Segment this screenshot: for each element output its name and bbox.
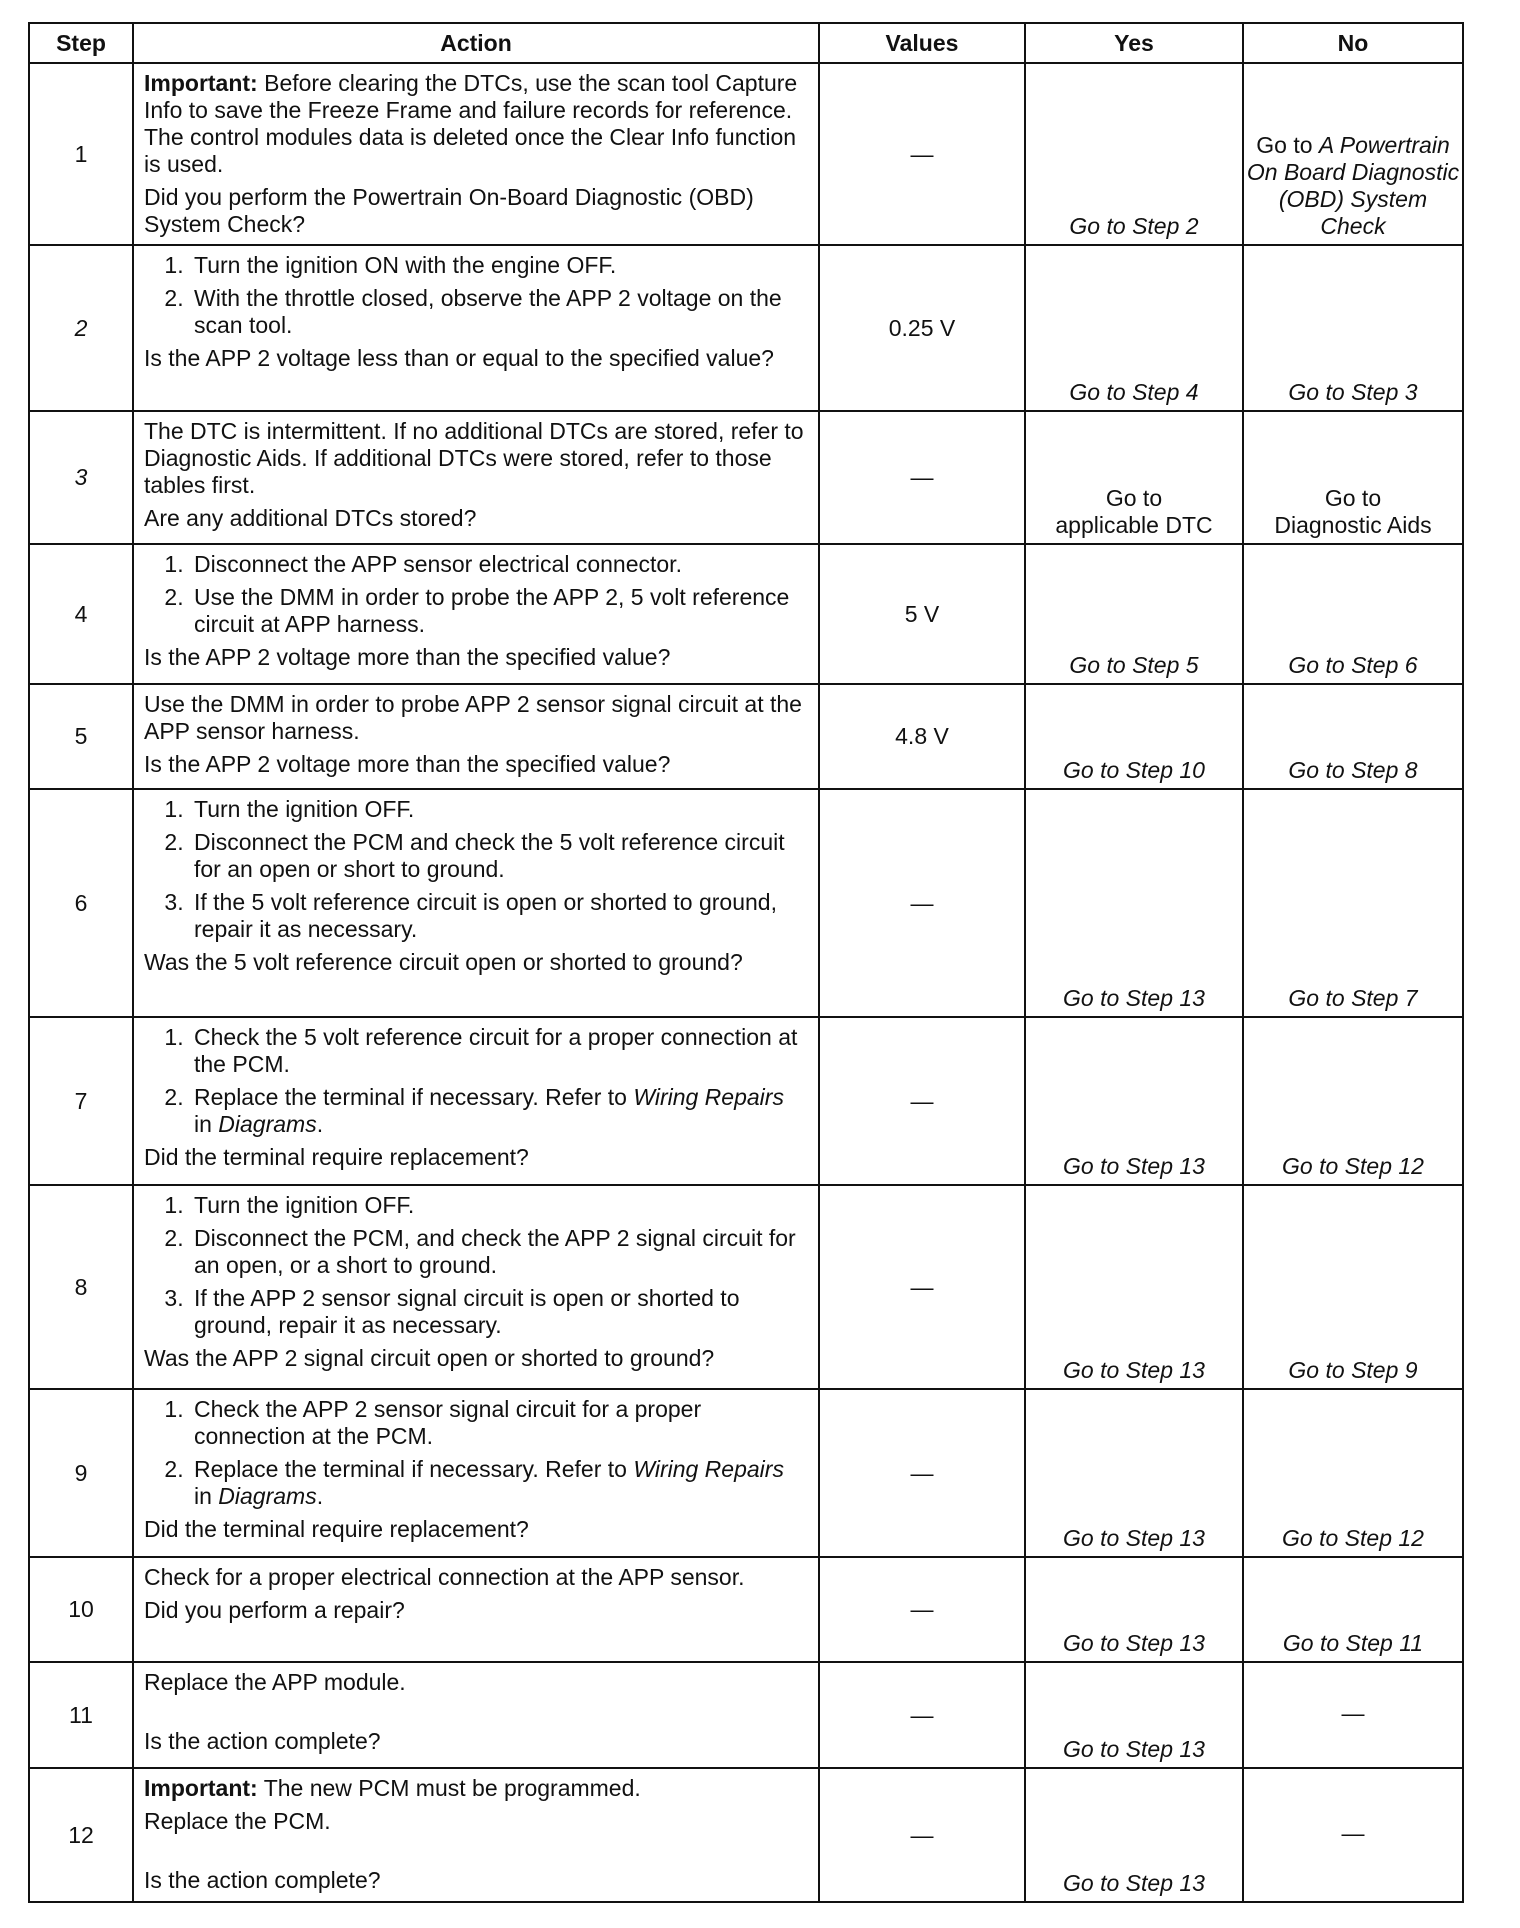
- values-cell: 5 V: [819, 544, 1025, 684]
- item-text: in: [194, 1483, 219, 1509]
- yes-cell[interactable]: Go to Step 13: [1025, 1389, 1243, 1557]
- values-cell: —: [819, 63, 1025, 245]
- action-question: Was the 5 volt reference circuit open or shorted to ground?: [144, 949, 743, 975]
- no-cell[interactable]: Go to Step 8: [1243, 684, 1463, 789]
- yes-cell[interactable]: Go to Step 2: [1025, 63, 1243, 245]
- action-list-item: 2. Disconnect the PCM and check the 5 volt reference circuit for an open or short to ground.: [190, 829, 808, 883]
- action-cell: [133, 1389, 819, 1557]
- action-list-item: 1. Turn the ignition OFF.: [190, 796, 808, 823]
- action-list-item: [190, 1456, 808, 1510]
- action-list: [144, 1192, 808, 1339]
- action-text: Replace the PCM.: [144, 1808, 331, 1834]
- no-link[interactable]: A Powertrain On Board Diagnostic (OBD) System Check: [1246, 132, 1460, 239]
- no-cell[interactable]: Go to Step 11: [1243, 1557, 1463, 1662]
- action-cell: [133, 1185, 819, 1389]
- item-text: Replace the terminal if necessary. Refer to: [194, 1456, 634, 1482]
- action-list: [144, 1024, 808, 1138]
- step-number: 11: [29, 1662, 133, 1768]
- step-number: 10: [29, 1557, 133, 1662]
- no-cell[interactable]: Go to Step 12: [1243, 1389, 1463, 1557]
- action-list-item: 1. Disconnect the APP sensor electrical connector.: [190, 551, 808, 578]
- step-number: 12: [29, 1768, 133, 1902]
- action-cell: [133, 63, 819, 245]
- no-cell[interactable]: Go to Step 7: [1243, 789, 1463, 1017]
- action-cell: [133, 544, 819, 684]
- action-cell: [133, 1768, 819, 1902]
- action-question: Did you perform the Powertrain On-Board Diagnostic (OBD) System Check?: [144, 184, 754, 237]
- header-row: [29, 23, 1463, 63]
- no-cell[interactable]: [1243, 63, 1463, 245]
- item-text: in: [194, 1111, 219, 1137]
- action-text: Check for a proper electrical connection at the APP sensor.: [144, 1564, 745, 1590]
- no-cell[interactable]: Go to Step 12: [1243, 1017, 1463, 1185]
- action-question: Did you perform a repair?: [144, 1597, 405, 1623]
- wiring-repairs-link[interactable]: Wiring Repairs: [633, 1084, 784, 1110]
- yes-cell[interactable]: Go to Step 10: [1025, 684, 1243, 789]
- action-cell: [133, 789, 819, 1017]
- action-list-item: 1. Check the APP 2 sensor signal circuit for a proper connection at the PCM.: [190, 1396, 808, 1450]
- action-question: Is the action complete?: [144, 1728, 381, 1754]
- header-no: No: [1243, 23, 1463, 63]
- action-list-item: 2. With the throttle closed, observe the APP 2 voltage on the scan tool.: [190, 285, 808, 339]
- action-cell: [133, 245, 819, 411]
- yes-cell[interactable]: Go to Step 13: [1025, 1662, 1243, 1768]
- step-number: 5: [29, 684, 133, 789]
- values-cell: —: [819, 1557, 1025, 1662]
- values-cell: 0.25 V: [819, 245, 1025, 411]
- yes-cell[interactable]: Go to Step 13: [1025, 1185, 1243, 1389]
- no-cell[interactable]: Go to Step 9: [1243, 1185, 1463, 1389]
- item-text: .: [316, 1483, 324, 1509]
- action-question: Did the terminal require replacement?: [144, 1144, 529, 1170]
- action-question: Is the APP 2 voltage less than or equal to the specified value?: [144, 345, 774, 371]
- header-action: Action: [133, 23, 819, 63]
- values-cell: —: [819, 1768, 1025, 1902]
- table-row-step-3: [29, 411, 1463, 544]
- values-cell: —: [819, 1017, 1025, 1185]
- action-list: [144, 252, 808, 339]
- action-list-item: 1. Turn the ignition ON with the engine OFF.: [190, 252, 808, 279]
- yes-line-2: applicable DTC: [1055, 512, 1213, 538]
- values-cell: 4.8 V: [819, 684, 1025, 789]
- table-row-step-2: [29, 245, 1463, 411]
- no-line-2: Diagnostic Aids: [1274, 512, 1432, 538]
- action-text: Replace the APP module.: [144, 1669, 406, 1695]
- action-list-item: 2. Disconnect the PCM, and check the APP 2 signal circuit for an open, or a short to ground.: [190, 1225, 808, 1279]
- yes-cell[interactable]: Go to Step 13: [1025, 1017, 1243, 1185]
- action-question: Did the terminal require replacement?: [144, 1516, 529, 1542]
- step-number: 8: [29, 1185, 133, 1389]
- values-cell: —: [819, 1389, 1025, 1557]
- yes-cell[interactable]: Go to Step 13: [1025, 1557, 1243, 1662]
- no-cell: —: [1243, 1768, 1463, 1902]
- table-row-step-8: [29, 1185, 1463, 1389]
- important-note: [144, 1775, 808, 1802]
- important-label: Important:: [144, 70, 258, 96]
- table-row-step-4: [29, 544, 1463, 684]
- no-cell[interactable]: Go to Step 6: [1243, 544, 1463, 684]
- yes-cell[interactable]: [1025, 411, 1243, 544]
- no-cell: —: [1243, 1662, 1463, 1768]
- no-cell[interactable]: [1243, 411, 1463, 544]
- diagrams-link[interactable]: Diagrams: [218, 1483, 317, 1509]
- action-list: [144, 1396, 808, 1510]
- action-list-item: 3. If the 5 volt reference circuit is open or shorted to ground, repair it as necessary.: [190, 889, 808, 943]
- action-text: The DTC is intermittent. If no additional DTCs are stored, refer to Diagnostic Aids. If additional DTCs were stored, refer to those tables first.: [144, 418, 804, 498]
- values-cell: —: [819, 1185, 1025, 1389]
- table-row-step-6: [29, 789, 1463, 1017]
- yes-cell[interactable]: Go to Step 13: [1025, 1768, 1243, 1902]
- header-yes: Yes: [1025, 23, 1243, 63]
- item-text: Replace the terminal if necessary. Refer to: [194, 1084, 634, 1110]
- table-row-step-7: [29, 1017, 1463, 1185]
- step-number: 4: [29, 544, 133, 684]
- header-values: Values: [819, 23, 1025, 63]
- diagrams-link[interactable]: Diagrams: [218, 1111, 317, 1137]
- values-cell: —: [819, 1662, 1025, 1768]
- action-question: Is the APP 2 voltage more than the specified value?: [144, 644, 671, 670]
- step-number: 7: [29, 1017, 133, 1185]
- step-number: 3: [29, 411, 133, 544]
- important-text: Before clearing the DTCs, use the scan tool Capture Info to save the Freeze Frame and failure records for reference. The control modules data is deleted once the Clear Info function is used.: [144, 70, 798, 177]
- action-cell: [133, 684, 819, 789]
- action-list-item: 2. Use the DMM in order to probe the APP 2, 5 volt reference circuit at APP harness.: [190, 584, 808, 638]
- important-text: The new PCM must be programmed.: [257, 1775, 641, 1801]
- action-list: [144, 551, 808, 638]
- step-number: 6: [29, 789, 133, 1017]
- table-row-step-5: [29, 684, 1463, 789]
- important-label: Important:: [144, 1775, 258, 1801]
- diagnostic-table-sheet: [28, 22, 1464, 1903]
- item-text: .: [316, 1111, 324, 1137]
- action-list-item: 1. Check the 5 volt reference circuit for a proper connection at the PCM.: [190, 1024, 808, 1078]
- action-question: Is the APP 2 voltage more than the specified value?: [144, 751, 671, 777]
- header-step: Step: [29, 23, 133, 63]
- action-list-item: 1. Turn the ignition OFF.: [190, 1192, 808, 1219]
- table-row-step-10: [29, 1557, 1463, 1662]
- action-text: Use the DMM in order to probe APP 2 sensor signal circuit at the APP sensor harness.: [144, 691, 802, 744]
- diagnostic-table: [28, 22, 1464, 1903]
- table-row-step-12: [29, 1768, 1463, 1902]
- no-line-1: Go to: [1324, 485, 1382, 511]
- step-number: 9: [29, 1389, 133, 1557]
- step-number: 1: [29, 63, 133, 245]
- action-question: Is the action complete?: [144, 1867, 381, 1893]
- values-cell: —: [819, 411, 1025, 544]
- action-list-item: [190, 1084, 808, 1138]
- table-row-step-9: [29, 1389, 1463, 1557]
- action-cell: [133, 1557, 819, 1662]
- wiring-repairs-link[interactable]: Wiring Repairs: [633, 1456, 784, 1482]
- yes-cell[interactable]: Go to Step 13: [1025, 789, 1243, 1017]
- no-prefix: Go to: [1256, 132, 1319, 158]
- action-cell: [133, 1017, 819, 1185]
- action-question: Are any additional DTCs stored?: [144, 505, 477, 531]
- action-list-item: 3. If the APP 2 sensor signal circuit is open or shorted to ground, repair it as necessary.: [190, 1285, 808, 1339]
- table-row-step-11: [29, 1662, 1463, 1768]
- yes-line-1: Go to: [1105, 485, 1163, 511]
- table-row-step-1: [29, 63, 1463, 245]
- yes-cell[interactable]: Go to Step 5: [1025, 544, 1243, 684]
- action-list: [144, 796, 808, 943]
- important-note: [144, 70, 808, 178]
- step-number: 2: [29, 245, 133, 411]
- action-cell: [133, 1662, 819, 1768]
- values-cell: —: [819, 789, 1025, 1017]
- yes-cell[interactable]: Go to Step 4: [1025, 245, 1243, 411]
- no-cell[interactable]: Go to Step 3: [1243, 245, 1463, 411]
- action-question: Was the APP 2 signal circuit open or shorted to ground?: [144, 1345, 715, 1371]
- action-cell: [133, 411, 819, 544]
